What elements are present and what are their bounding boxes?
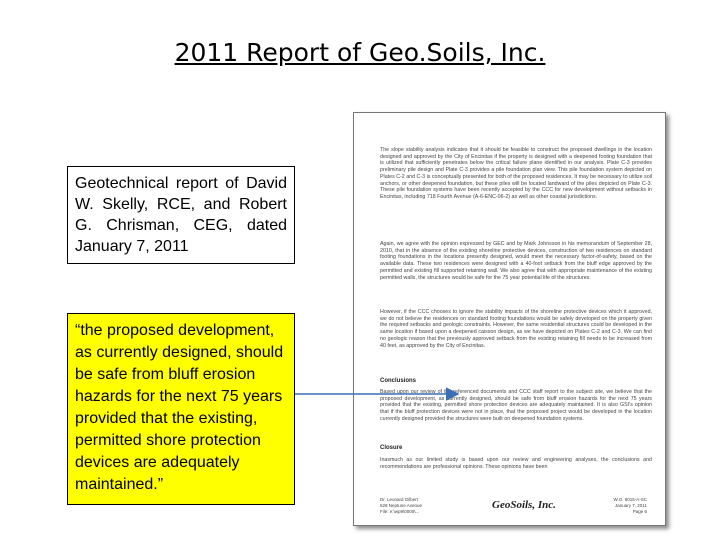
geosoils-logo: GeoSoils, Inc. bbox=[492, 499, 556, 511]
doc-paragraph-1: The slope stability analysis indicates that it should be feasible to construct the proposed dwellings in the location designed and approved by the City of Encinitas if the property is designed with a deepened footing foundation that is utilized that sufficiently penetrates below the critical failure plane identified in our analysis. Plate C-3 provides preliminary pile design and Plate C-3 provides a pile foundation plan view. This pile foundation system depicted on Plates C-2 and C-3 is conceptually presented for both of the proposed residences. It may be necessary to utilize soil anchors, or other deepened foundation, but these piles will be located landward of the piles depicted on Plate C-3. These pile foundation systems have been recently accepted by the CCC for new development without setbacks in Encinitas, including 718 Fourth Avenue (A-6-ENC-06-2) as well as other coastal jurisdictions. bbox=[380, 147, 652, 200]
doc-footer-page-info: W.O. 6015-A-SC January 7, 2011 Page 6 bbox=[613, 497, 647, 514]
doc-footer-address: Dr. Leonard Gilbert 528 Neptune Avenue File: e:\wp9\0000\... bbox=[380, 497, 422, 514]
doc-closure-heading: Closure bbox=[380, 445, 403, 451]
report-description-box: Geotechnical report of David W. Skelly, RCE, and Robert G. Chrisman, CEG, dated January 7, 2011 bbox=[67, 166, 295, 264]
slide-title: 2011 Report of Geo.Soils, Inc. bbox=[174, 38, 546, 67]
doc-conclusions-text: Based upon our review of the referenced documents and CCC staff report to the subject site, we believe that the proposed development, as currently designed, should be safe from bluff erosion hazards for the next 75 years provided that the existing, permitted shore protection devices are adequately maintained. It is also GSI's opinion that if the bluff protection devices were not in place, that the proposed project would be developed in the location currently designed provided the structures were built on deepened foundation systems. bbox=[380, 389, 652, 422]
quote-highlight-box: “the proposed development, as currently designed, should be safe from bluff erosion hazards for the next 75 years provided that the existing, permitted shore protection devices are adequately maintained.” bbox=[67, 313, 295, 505]
doc-closure-text: Inasmuch as our limited study is based upon our review and engineering analyses, the conclusions and recommendations are professional opinions. These opinions have been bbox=[380, 457, 652, 470]
doc-paragraph-3: However, if the CCC chooses to ignore the stability impacts of the shoreline protective devices which it approved, we do not believe the residences on standard footing foundations would be safely developed on the property given the required setbacks and geologic constraints. However, the same residential structures could be developed in the same location if based upon a deepened caisson design, as we have depicted on Plates C-2 and C-3. We can find no geologic reason that the previously approved setback from the existing retaining fill needs to be increased from 40 feet, as approved by the City of Encinitas. bbox=[380, 309, 652, 349]
doc-conclusions-heading: Conclusions bbox=[380, 378, 417, 384]
doc-paragraph-2: Again, we agree with the opinion expressed by GEC and by Mark Johnsson in his memorandum of September 28, 2010, that in the absence of the existing shoreline protective devices, construction of two residences on standard footing foundations in the locations presently designed, would meet the necessary factor-of-safety, based on the available data. These two residences were designed with a 40-foot setback from the bluff edge approved by the permitted and existing fill supported retaining wall. We also agree that with appropriate maintenance of the existing permitted walls, the structures would be safe for the 75 year potential life of the structures. bbox=[380, 241, 652, 281]
